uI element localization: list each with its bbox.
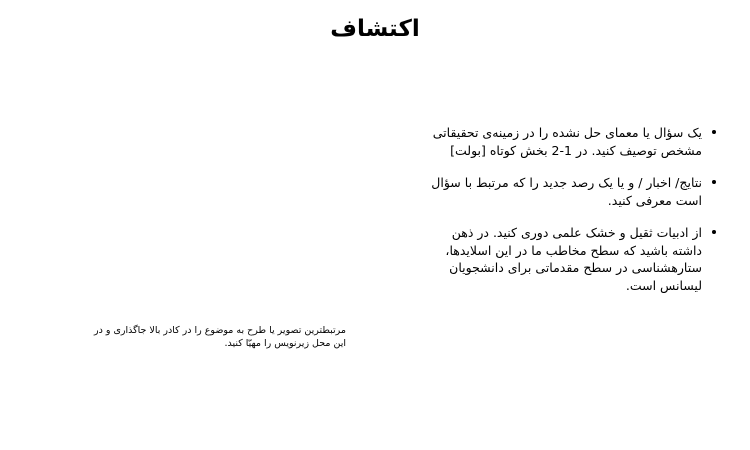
slide-title: اکتشاف bbox=[330, 16, 420, 42]
image-caption: مرتبطترین تصویر یا طرح به موضوع را در کادر بالا جاگذاری و در این محل زیرنویس را مهیّا کنید. bbox=[94, 325, 346, 349]
bullet-item bbox=[418, 174, 718, 209]
bullet-item bbox=[418, 224, 718, 294]
bullet-text: نتایج/ اخبار / و یا یک رصد جدید را که مرتبط با سؤال است معرفی کنید. bbox=[431, 175, 702, 208]
bullet-dot-icon bbox=[712, 230, 716, 234]
bullet-text: از ادبیات ثقیل و خشک علمی دوری کنید. در ذهن داشته باشید که سطح مخاطب ما در این اسلایدها، ستارهشناسی در سطح مقدماتی برای دانشجویان لیسانس است. bbox=[445, 225, 702, 293]
bullet-item bbox=[418, 124, 718, 159]
bullet-text: یک سؤال یا معمای حل نشده را در زمینه‌ی تحقیقاتی مشخص توصیف کنید. در 1-2 بخش کوتاه [بولت] bbox=[432, 125, 702, 158]
bullet-list bbox=[418, 124, 718, 309]
bullet-dot-icon bbox=[712, 180, 716, 184]
bullet-dot-icon bbox=[712, 130, 716, 134]
